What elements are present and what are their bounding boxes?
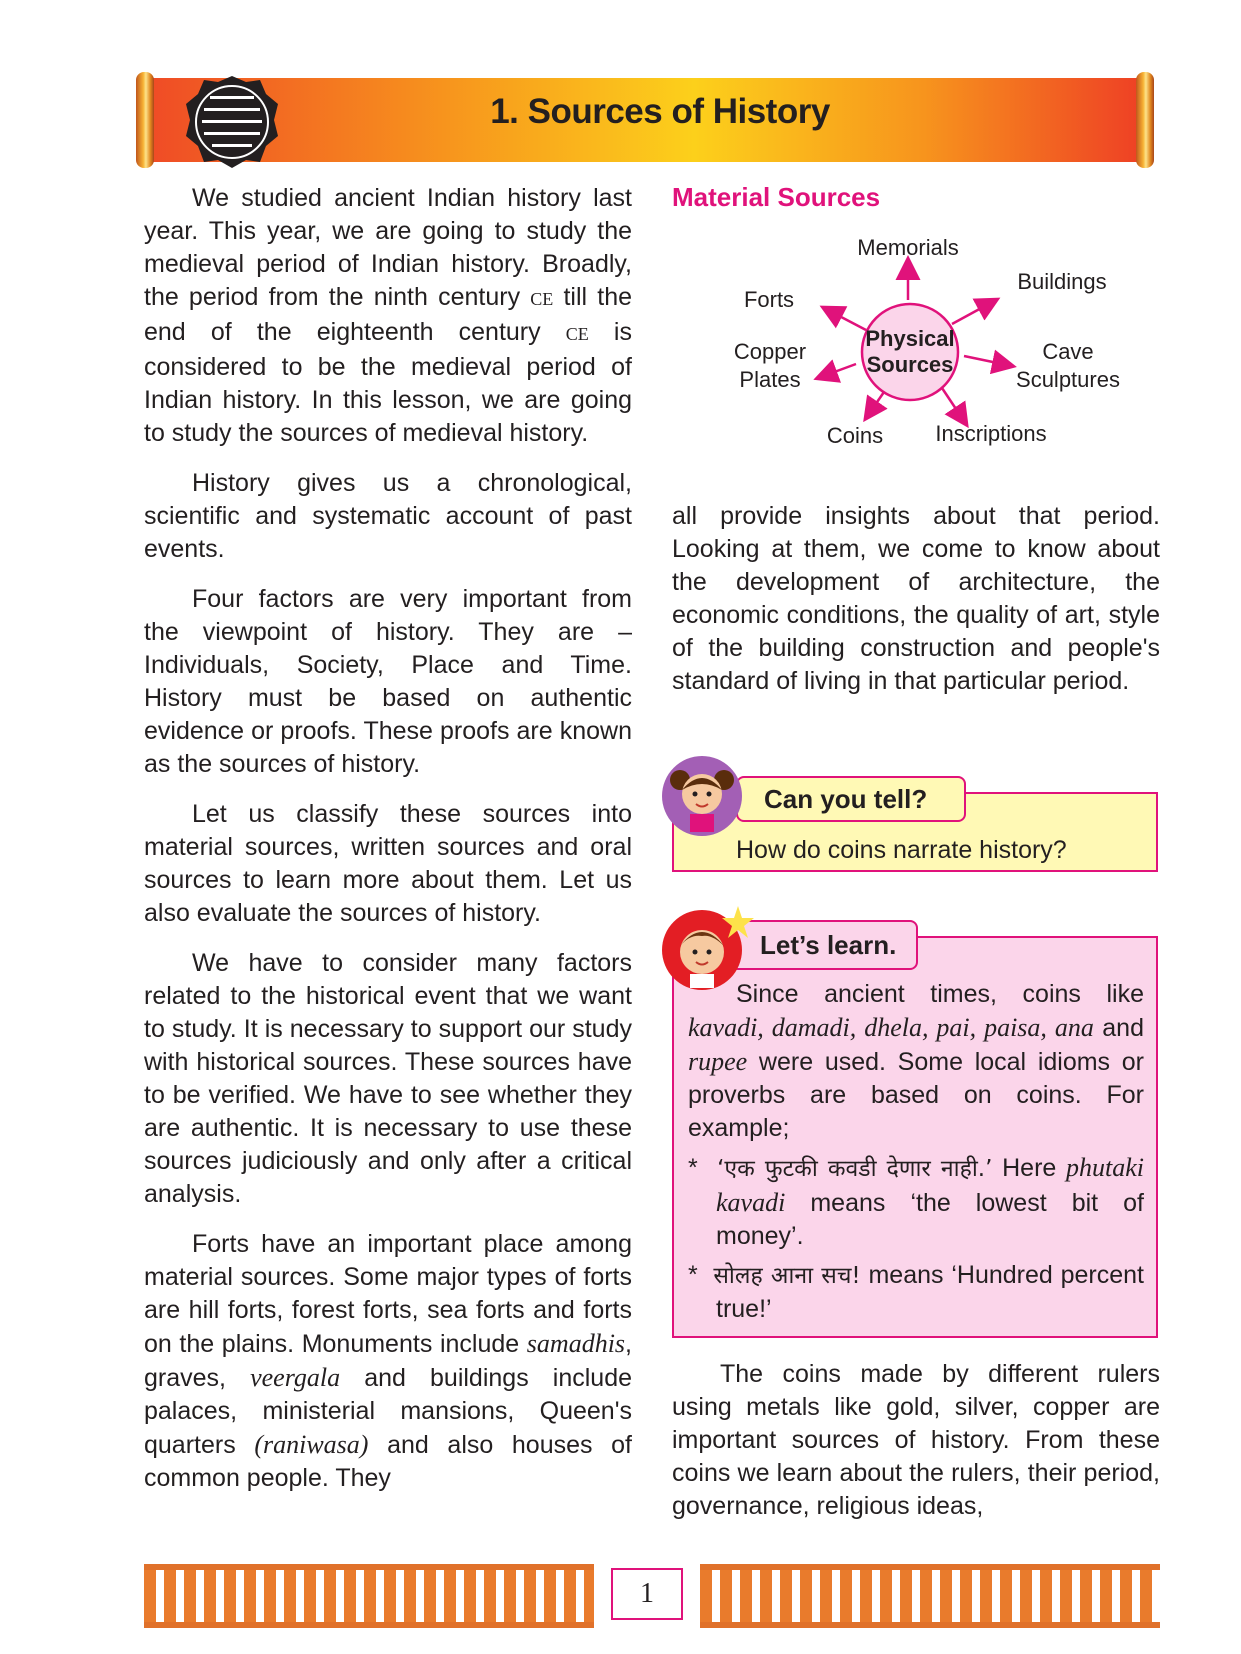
right-column-top [672,500,1160,715]
label-coins: Coins [826,423,884,448]
center-label: Physical Sources [865,326,955,377]
board-seal-icon [184,74,280,170]
label-copper-plates: Copper Plates [733,339,807,392]
banner-scroll-left [136,72,154,168]
girl-character-icon [660,754,744,838]
right-column-bottom [672,1358,1160,1540]
footer-rail-left-bottom [144,1622,594,1628]
arrow-cave [964,356,1012,366]
label-buildings: Buildings [1017,269,1107,294]
footer-fence-right [700,1568,1160,1626]
arrow-buildings [952,300,996,324]
physical-sources-diagram [720,228,1140,468]
banner-scroll-right [1136,72,1154,168]
footer-fence-left [144,1568,594,1626]
proverb-bullet-1: * ‘एक फुटकी कवडी देणार नाही.’ Here phutaki kavadi means ‘the lowest bit of money’. [688,1153,1144,1250]
material-sources-heading: Material Sources [672,182,881,212]
label-inscriptions: Inscriptions [935,421,1047,446]
paragraph-four-factors: Four factors are very important from the viewpoint of history. They are – Individuals, Society, Place and Time. History must be based on authentic evidence or proofs. These proofs are known as the sources of history. [144,585,632,778]
label-forts: Forts [743,287,795,312]
chapter-title: 1. Sources of History [490,92,830,131]
label-memorials: Memorials [857,235,959,260]
lets-learn-content [688,978,1144,1332]
label-cave-sculptures: Cave Sculptures [1016,339,1120,392]
arrow-coins [866,392,884,418]
arrow-inscriptions [942,388,966,424]
lets-learn-intro: Since ancient times, coins like kavadi, damadi, dhela, pai, paisa, ana and rupee were used. Some local idioms or proverbs are based on coins. For example; [688,980,1144,1142]
paragraph-classify-sources: Let us classify these sources into material sources, written sources and oral sources to learn more about them. Let us also evaluate the sources of history. [144,800,632,927]
paragraph-intro: We studied ancient Indian history last year. This year, we are going to study the medieval period of Indian history. Broadly, the period from the ninth century CE till the end of the eighteenth century CE is considered to be the medieval period of Indian history. In this lesson, we are going to study the sources of medieval history. [144,184,633,447]
paragraph-forts: Forts have an important place among material sources. Some major types of forts are hill forts, forest forts, sea forts and forts on the plains. Monuments include samadhis, graves, veergala and buildings include palaces, ministerial mansions, Queen's quarters (raniwasa) and also houses of common people. They [144,1230,633,1492]
proverb-bullet-2: * सोलह आना सच! means ‘Hundred percent true!’ [688,1261,1144,1323]
can-you-tell-question: How do coins narrate history? [736,836,1067,864]
page-number: 1 [611,1568,683,1620]
footer-rail-left-top [144,1564,594,1570]
footer-rail-right-bottom [700,1622,1160,1628]
lets-learn-title: Let’s learn. [730,920,918,970]
left-column [144,182,632,1512]
paragraph-insights: all provide insights about that period. Looking at them, we come to know about the development of architecture, the economic conditions, the quality of art, style of the building construction and people's standard of living in that particular period. [672,502,1160,695]
footer-rail-right-top [700,1564,1160,1570]
paragraph-consider-factors: We have to consider many factors related to the historical event that we want to study. It is necessary to support our study with historical sources. These sources have to be verified. We have to see whether they are authentic. It is necessary to use these sources judiciously and only after a critical analysis. [144,949,632,1208]
paragraph-coins: The coins made by different rulers using metals like gold, silver, copper are important sources of history. From these coins we learn about the rulers, their period, governance, religious ideas, [672,1360,1160,1520]
paragraph-history-definition: History gives us a chronological, scientific and systematic account of past events. [144,469,632,563]
can-you-tell-title: Can you tell? [736,776,966,822]
